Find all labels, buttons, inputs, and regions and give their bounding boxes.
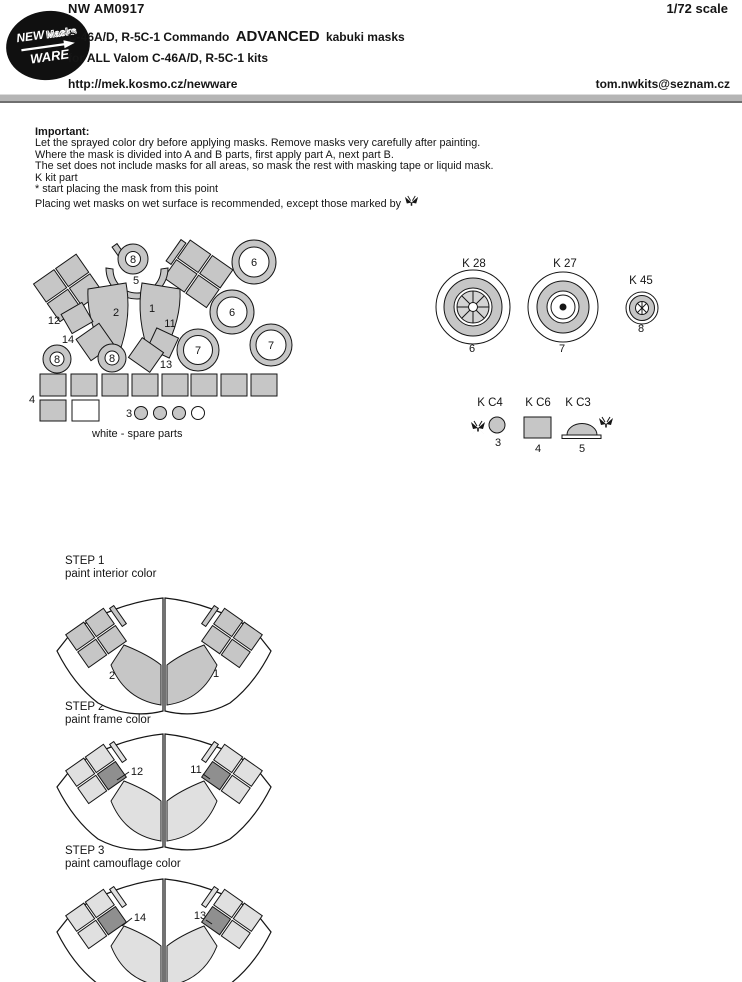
part-kc6 (524, 397, 551, 455)
note-line: Where the mask is divided into A and B parts, first apply part A, next part B. (35, 148, 394, 161)
step1-fan (57, 598, 271, 714)
mask-sheet-diagram (25, 232, 320, 444)
logo-new: NEW (15, 27, 46, 46)
svg-text:K C4: K C4 (477, 397, 503, 409)
step2-left-label: 12 (130, 766, 144, 778)
svg-text:6: 6 (250, 257, 258, 269)
svg-text:8: 8 (637, 323, 645, 335)
kits-compatibility: for ALL Valom C-46A/D, R-5C-1 kits (68, 51, 269, 65)
note-line: The set does not include masks for all areas, so mask the rest with masking tape or liquid mask. (35, 160, 494, 173)
note-line: * start placing the mask from this point (35, 183, 219, 196)
step1-left-label: 2 (108, 670, 116, 682)
svg-text:14: 14 (61, 334, 75, 346)
mask-ring6-a (232, 240, 276, 284)
small-parts-diagram (458, 390, 633, 455)
step2-right-label: 11 (190, 764, 202, 776)
step3-fan (57, 879, 271, 982)
svg-text:8: 8 (108, 353, 116, 365)
svg-text:K 27: K 27 (553, 258, 577, 270)
logo-masks: Masks (45, 25, 78, 42)
title-type: kabuki masks (325, 30, 405, 44)
svg-text:8: 8 (53, 354, 61, 366)
svg-text:3: 3 (494, 437, 502, 449)
mask-squares-label: 4 (28, 394, 36, 406)
svg-text:12: 12 (47, 315, 61, 327)
important-notes (35, 127, 555, 211)
svg-text:6: 6 (468, 343, 476, 355)
logo-ware: WARE (29, 46, 70, 67)
svg-text:K 45: K 45 (629, 275, 653, 287)
wheel-k45 (626, 275, 658, 335)
wheel-masks-diagram (430, 250, 722, 385)
mask-wedge2-label: 2 (112, 307, 120, 319)
svg-text:4: 4 (534, 443, 542, 455)
step3-title: STEP 3 (65, 845, 105, 857)
butterfly-icon (599, 417, 613, 430)
mask-square-spare-white (72, 400, 99, 421)
mask-ring8-top (118, 244, 148, 274)
svg-text:7: 7 (267, 340, 275, 352)
note-line-wet: Placing wet masks on wet surface is recommended, except those marked by (35, 195, 555, 210)
title-model: C-46A/D, R-5C-1 Commando (68, 30, 230, 44)
note-line: Let the sprayed color dry before applying masks. Remove masks very carefully after painting. (35, 137, 481, 150)
contact-email: tom.nwkits@seznam.cz (595, 77, 730, 91)
svg-text:8: 8 (129, 254, 137, 266)
svg-text:7: 7 (558, 343, 566, 355)
note-line: K kit part (35, 171, 78, 184)
butterfly-icon (471, 421, 485, 434)
step3-left-label: 14 (133, 912, 147, 924)
mask-arc5-label: 5 (132, 275, 140, 287)
svg-text:7: 7 (194, 345, 202, 357)
mask-ring8-mid (98, 344, 126, 372)
svg-text:K C6: K C6 (525, 397, 551, 409)
product-code: NW AM0917 (68, 1, 145, 16)
mask-square-spare-gray (40, 400, 66, 421)
butterfly-icon (404, 195, 419, 210)
svg-text:11: 11 (164, 318, 176, 330)
website-url: http://mek.kosmo.cz/newware (68, 77, 238, 91)
scale-label: 1/72 scale (666, 1, 728, 16)
step1-title: STEP 1 (65, 555, 105, 567)
title-advanced: ADVANCED (235, 28, 320, 45)
dome-mask (567, 424, 597, 436)
mask-ring8-left (43, 345, 71, 373)
mask-squares-row (40, 374, 277, 396)
mask-ring7-b (250, 324, 292, 366)
step3-right-label: 13 (193, 910, 207, 922)
wheel-k28 (436, 258, 510, 355)
newware-logo (2, 5, 95, 85)
step2-title: STEP 2 (65, 701, 105, 713)
mask-ring6-b (210, 290, 254, 334)
mask-circles-label: 3 (125, 408, 133, 420)
part-kc4 (471, 397, 505, 449)
svg-text:5: 5 (578, 443, 586, 455)
svg-text:13: 13 (159, 359, 173, 371)
step3-subtitle: paint camouflage color (65, 858, 181, 870)
product-title (68, 28, 405, 45)
wheel-k27 (528, 258, 598, 355)
step1-right-label: 1 (212, 668, 220, 680)
mask-wedge1-label: 1 (148, 303, 156, 315)
svg-text:K 28: K 28 (462, 258, 486, 270)
svg-text:6: 6 (228, 307, 236, 319)
step-diagrams (30, 550, 340, 982)
mask-circles-row (135, 407, 205, 420)
step2-subtitle: paint frame color (65, 714, 151, 726)
step1-subtitle: paint interior color (65, 568, 157, 580)
important-heading: Important: (35, 126, 90, 138)
header-divider (0, 94, 742, 103)
svg-text:K C3: K C3 (565, 397, 591, 409)
mask-ring7-a (177, 329, 219, 371)
spare-parts-caption: white - spare parts (92, 428, 183, 440)
step2-fan (57, 734, 271, 850)
part-kc3 (562, 397, 613, 455)
